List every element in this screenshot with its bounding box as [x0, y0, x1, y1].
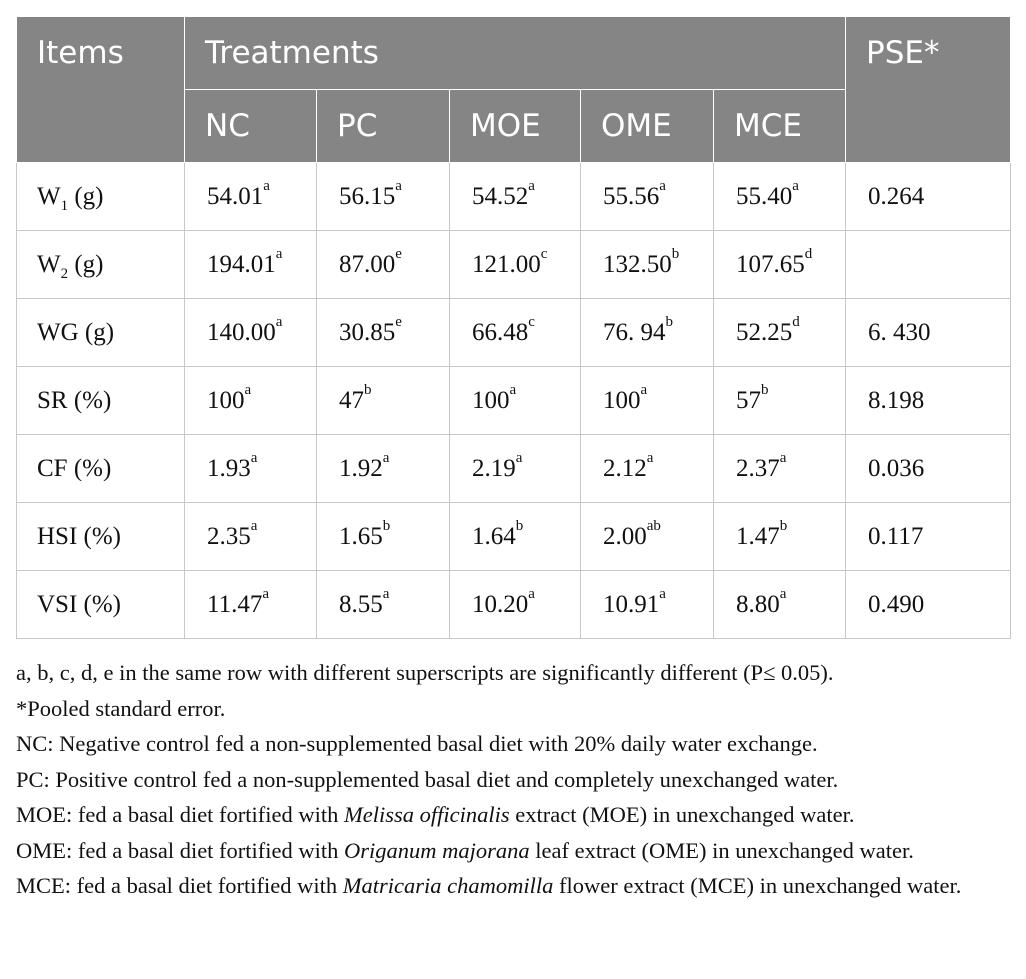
cell-superscript: a [275, 245, 283, 262]
cell-pse: 6. 430 [846, 299, 1011, 367]
table-row [17, 163, 1011, 231]
cell-mce [714, 503, 846, 571]
header-group-nc: NC [185, 90, 317, 163]
cell-superscript: a [244, 381, 252, 398]
cell-superscript: a [382, 585, 390, 602]
cell-superscript: a [659, 177, 666, 194]
cell-superscript: e [395, 313, 402, 330]
row-label [17, 503, 185, 571]
row-label [17, 367, 185, 435]
cell-superscript: e [395, 245, 402, 262]
cell-superscript: a [792, 177, 799, 194]
cell-ome [581, 299, 714, 367]
row-label-unit: (g) [68, 182, 104, 210]
cell-value: 1.93 [207, 454, 251, 482]
cell-superscript: a [528, 177, 535, 194]
row-label-main: VSI (%) [37, 590, 122, 618]
header-group-pc: PC [317, 90, 450, 163]
cell-value: 2.37 [736, 454, 780, 482]
cell-value: 52.25 [736, 318, 793, 346]
cell-pse [846, 231, 1011, 299]
cell-superscript: b [665, 313, 673, 330]
cell-value: 54.01 [207, 182, 264, 210]
cell-superscript: a [640, 381, 648, 398]
cell-value: 2.00 [603, 522, 647, 550]
row-label-main: WG (g) [37, 318, 115, 346]
cell-pc [317, 503, 450, 571]
footnote-ome-post: leaf extract (OME) in unexchanged water. [529, 837, 914, 863]
cell-value: 121.00 [472, 250, 541, 278]
cell-pse: 0.264 [846, 163, 1011, 231]
cell-value: 11.47 [207, 590, 263, 618]
cell-mce [714, 367, 846, 435]
footnote-pc: PC: Positive control fed a non-supplemented basal diet and completely unexchanged water. [16, 766, 839, 792]
cell-superscript: b [779, 517, 788, 534]
cell-value: 107.65 [736, 250, 805, 278]
header-group-mce: MCE [714, 90, 846, 163]
cell-superscript: a [382, 449, 390, 466]
cell-value: 54.52 [472, 182, 529, 210]
row-label-subscript: 1 [60, 197, 69, 214]
header-treatments: Treatments [185, 17, 846, 90]
cell-value: 30.85 [339, 318, 396, 346]
cell-ome [581, 367, 714, 435]
cell-pse: 0.117 [846, 503, 1011, 571]
table-row [17, 367, 1011, 435]
cell-ome [581, 231, 714, 299]
cell-nc [185, 367, 317, 435]
cell-value: 10.91 [603, 590, 660, 618]
cell-value: 55.40 [736, 182, 793, 210]
cell-value: 8.55 [339, 590, 383, 618]
cell-superscript: a [779, 449, 787, 466]
cell-pc [317, 435, 450, 503]
table-row [17, 299, 1011, 367]
cell-pc [317, 163, 450, 231]
cell-moe [450, 299, 581, 367]
row-label [17, 231, 185, 299]
footnote-moe-post: extract (MOE) in unexchanged water. [509, 802, 855, 827]
cell-pse: 0.036 [846, 435, 1011, 503]
row-label [17, 571, 185, 639]
cell-nc [185, 231, 317, 299]
cell-mce [714, 435, 846, 503]
cell-mce [714, 231, 846, 299]
cell-value: 1.64 [472, 522, 516, 550]
cell-value: 100 [207, 386, 245, 414]
cell-value: 1.65 [339, 522, 383, 550]
cell-value: 56.15 [339, 182, 396, 210]
cell-superscript: a [395, 177, 402, 194]
cell-superscript: a [779, 585, 787, 602]
cell-value: 2.19 [472, 454, 516, 482]
cell-superscript: a [275, 313, 283, 330]
row-label [17, 299, 185, 367]
cell-superscript: a [509, 381, 517, 398]
cell-nc [185, 571, 317, 639]
footnote-ome [16, 834, 1012, 868]
footnote-moe [16, 798, 1012, 832]
cell-superscript: b [671, 245, 680, 262]
results-table [16, 16, 1011, 639]
cell-superscript: b [364, 381, 372, 398]
footnote-ome-species: Origanum majorana [344, 837, 530, 863]
cell-superscript: b [382, 517, 391, 534]
row-label-subscript: 2 [60, 265, 69, 282]
cell-value: 2.35 [207, 522, 251, 550]
footnote-nc: NC: Negative control fed a non-supplemented basal diet with 20% daily water exchange. [16, 731, 818, 756]
cell-value: 55.56 [603, 182, 660, 210]
footnote-mce-post: flower extract (MCE) in unexchanged water. [553, 873, 962, 898]
cell-nc [185, 503, 317, 571]
cell-superscript: b [761, 381, 769, 398]
cell-value: 57 [736, 386, 761, 414]
cell-moe [450, 163, 581, 231]
header-pse: PSE* [846, 17, 1011, 163]
table-header [17, 17, 1011, 163]
cell-pse: 0.490 [846, 571, 1011, 639]
cell-value: 10.20 [472, 590, 529, 618]
cell-superscript: c [528, 313, 535, 330]
cell-mce [714, 163, 846, 231]
header-items: Items [17, 17, 185, 163]
header-group-moe: MOE [450, 90, 581, 163]
cell-nc [185, 299, 317, 367]
cell-nc [185, 435, 317, 503]
cell-ome [581, 571, 714, 639]
cell-pse: 8.198 [846, 367, 1011, 435]
footnote-mce [16, 869, 1012, 903]
cell-superscript: a [263, 177, 270, 194]
row-label-unit: (g) [68, 250, 104, 278]
table-footnotes [16, 656, 1012, 905]
cell-superscript: d [792, 313, 800, 330]
table-row [17, 435, 1011, 503]
row-label-main: SR (%) [37, 386, 112, 414]
row-label-main: W [37, 182, 61, 210]
cell-moe [450, 367, 581, 435]
footnote-mce-species: Matricaria chamomilla [342, 873, 554, 898]
cell-value: 87.00 [339, 250, 396, 278]
cell-superscript: a [250, 449, 258, 466]
cell-superscript: a [515, 449, 523, 466]
cell-ome [581, 503, 714, 571]
table-row [17, 231, 1011, 299]
cell-value: 76. 94 [603, 318, 666, 346]
row-label-main: CF (%) [37, 454, 112, 482]
footnote-mce-pre: MCE: fed a basal diet fortified with [16, 873, 343, 898]
cell-superscript: a [262, 585, 269, 602]
table-row [17, 571, 1011, 639]
footnote-significance: a, b, c, d, e in the same row with different superscripts are significantly different (P≤ 0.05). [16, 660, 834, 685]
cell-value: 2.12 [603, 454, 647, 482]
row-label [17, 163, 185, 231]
cell-value: 100 [472, 386, 510, 414]
cell-ome [581, 163, 714, 231]
cell-mce [714, 299, 846, 367]
row-label-main: HSI (%) [37, 522, 122, 550]
cell-superscript: a [659, 585, 666, 602]
cell-value: 66.48 [472, 318, 529, 346]
footnote-pse: *Pooled standard error. [16, 695, 226, 721]
cell-moe [450, 231, 581, 299]
cell-nc [185, 163, 317, 231]
cell-ome [581, 435, 714, 503]
cell-mce [714, 571, 846, 639]
cell-value: 194.01 [207, 250, 276, 278]
cell-value: 140.00 [207, 318, 276, 346]
cell-superscript: a [646, 449, 654, 466]
cell-value: 1.47 [736, 522, 780, 550]
cell-value: 8.80 [736, 590, 780, 618]
row-label-main: W [37, 250, 61, 278]
cell-superscript: d [804, 245, 813, 262]
cell-superscript: b [515, 517, 524, 534]
footnote-moe-species: Melissa officinalis [344, 802, 510, 827]
header-group-ome: OME [581, 90, 714, 163]
cell-value: 47 [339, 386, 364, 414]
cell-value: 100 [603, 386, 641, 414]
cell-moe [450, 571, 581, 639]
cell-pc [317, 367, 450, 435]
table-body [17, 163, 1011, 639]
cell-moe [450, 503, 581, 571]
cell-pc [317, 231, 450, 299]
cell-superscript: a [250, 517, 258, 534]
table-row [17, 503, 1011, 571]
footnote-ome-pre: OME: fed a basal diet fortified with [16, 837, 345, 863]
cell-superscript: a [528, 585, 535, 602]
cell-moe [450, 435, 581, 503]
row-label [17, 435, 185, 503]
cell-superscript: ab [646, 517, 661, 534]
cell-value: 1.92 [339, 454, 383, 482]
cell-pc [317, 299, 450, 367]
cell-value: 132.50 [603, 250, 672, 278]
footnote-moe-pre: MOE: fed a basal diet fortified with [16, 802, 345, 827]
cell-pc [317, 571, 450, 639]
cell-superscript: c [540, 245, 548, 262]
